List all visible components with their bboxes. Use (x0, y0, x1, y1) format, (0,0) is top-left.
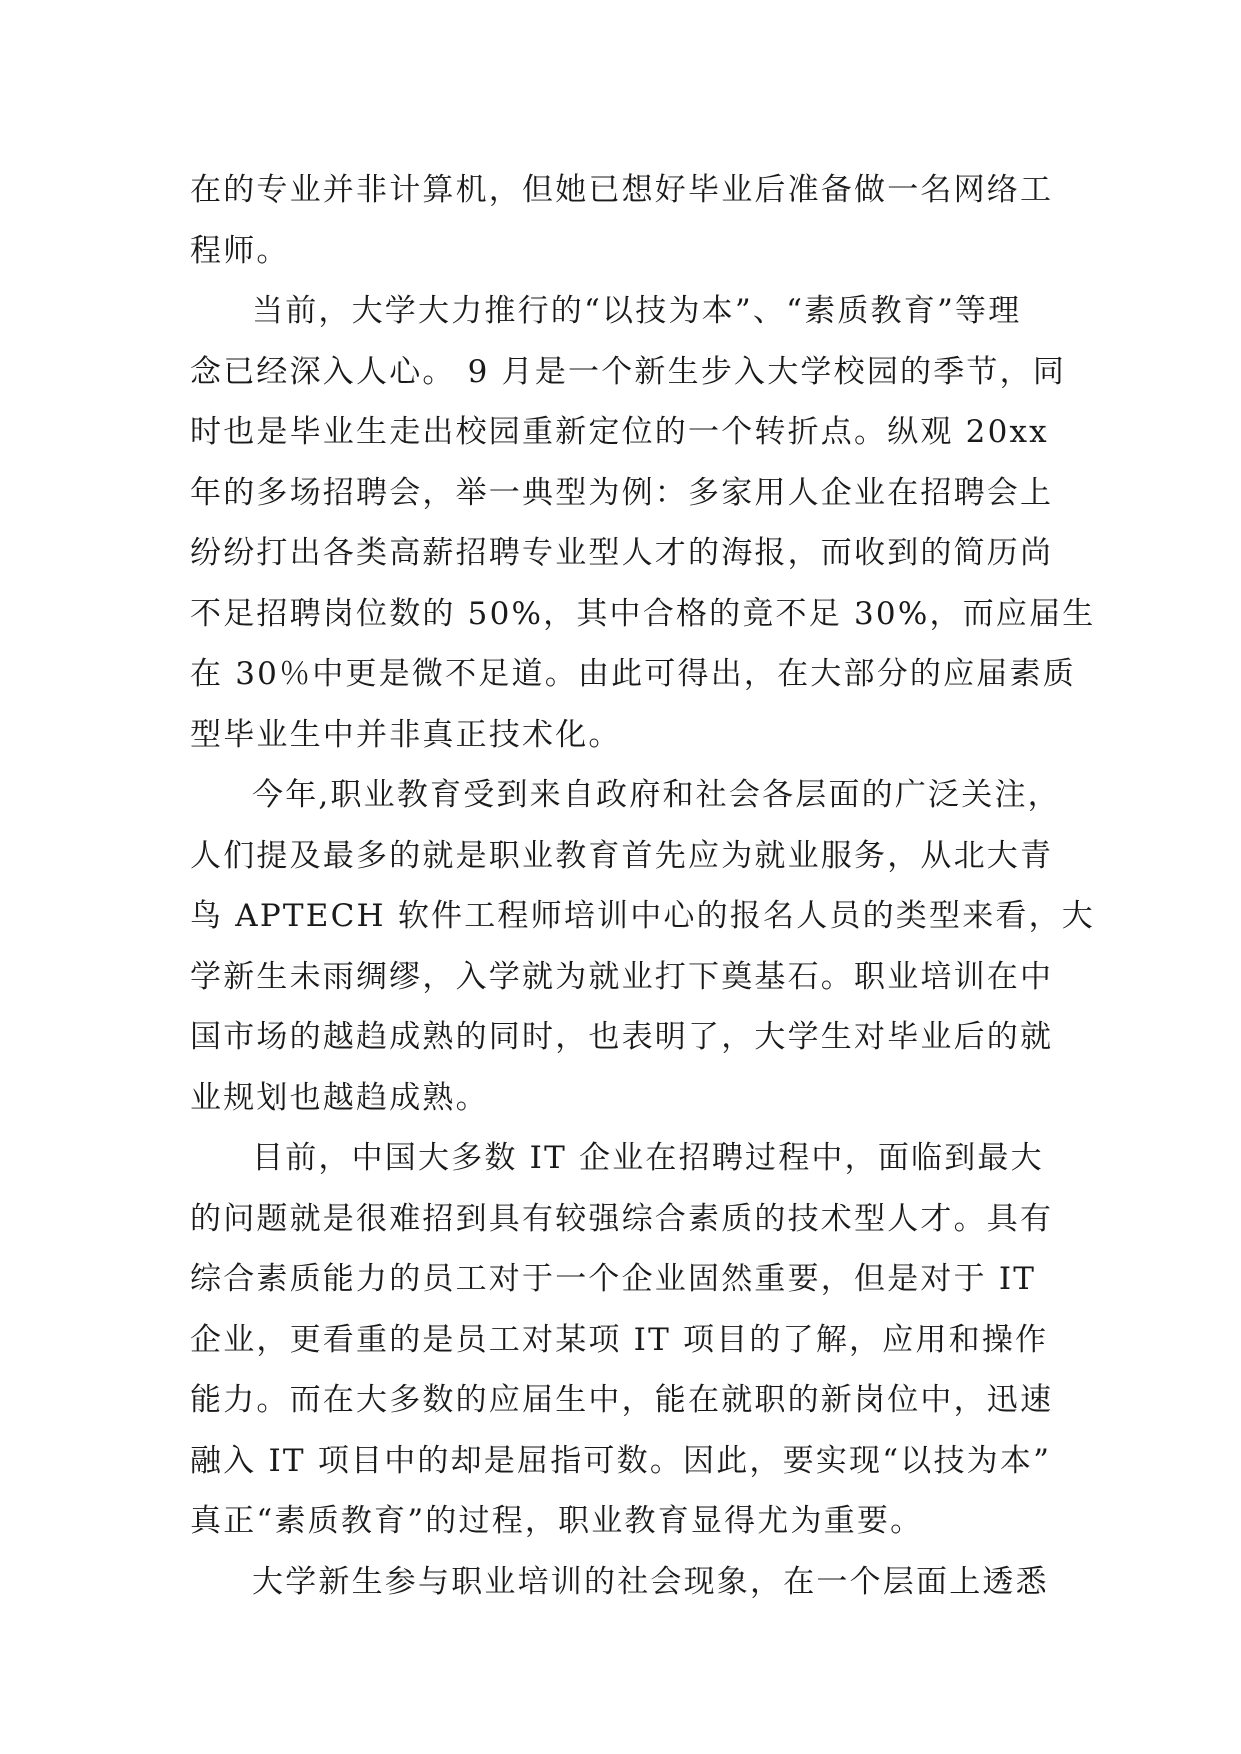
text-line: 当前，大学大力推行的“以技为本”、“素质教育”等理 (252, 293, 1022, 329)
text-line: 在 30％中更是微不足道。由此可得出，在大部分的应届素质 (190, 656, 1076, 692)
text-line: 的问题就是很难招到具有较强综合素质的技术型人才。具有 (190, 1200, 1054, 1237)
text-line: 真正“素质教育”的过程，职业教育显得尤为重要。 (190, 1503, 924, 1539)
text-line: 鸟 APTECH 软件工程师培训中心的报名人员的类型来看，大 (190, 898, 1096, 934)
text-line: 今年,职业教育受到来自政府和社会各层面的广泛关注， (252, 777, 1061, 813)
text-line: 企业，更看重的是员工对某项 IT 项目的了解，应用和操作 (190, 1321, 1049, 1358)
text-line: 在的专业并非计算机，但她已想好毕业后准备做一名网络工 (190, 172, 1054, 208)
text-line: 能力。而在大多数的应届生中，能在就职的新岗位中，迅速 (190, 1382, 1054, 1418)
text-line: 目前，中国大多数 IT 企业在招聘过程中，面临到最大 (252, 1140, 1044, 1176)
text-line: 念已经深入人心。 9 月是一个新生步入大学校园的季节，同 (190, 353, 1067, 390)
text-line: 国市场的越趋成熟的同时，也表明了，大学生对毕业后的就 (190, 1019, 1054, 1055)
paragraph-social-phenomenon (190, 1552, 1055, 1613)
paragraph-it-recruitment (190, 1128, 1055, 1552)
paragraph-vocational-education (190, 765, 1096, 1128)
text-line: 综合素质能力的员工对于一个企业固然重要，但是对于 IT (190, 1261, 1037, 1297)
text-line: 不足招聘岗位数的 50%，其中合格的竟不足 30%，而应届生 (190, 595, 1096, 632)
text-line: 人们提及最多的就是职业教育首先应为就业服务，从北大青 (190, 837, 1054, 874)
document-body (190, 160, 1096, 1612)
text-line: 学新生未雨绸缪，入学就为就业打下奠基石。职业培训在中 (190, 958, 1054, 995)
text-line: 时也是毕业生走出校园重新定位的一个转折点。纵观 20xx (190, 414, 1049, 450)
text-line: 年的多场招聘会，举一典型为例：多家用人企业在招聘会上 (190, 474, 1054, 511)
paragraph-current-trends (190, 281, 1096, 765)
text-line: 业规划也越趋成熟。 (190, 1079, 489, 1116)
text-line: 程师。 (190, 232, 290, 269)
text-line: 纷纷打出各类高薪招聘专业型人才的海报，而收到的简历尚 (190, 535, 1054, 571)
text-line: 大学新生参与职业培训的社会现象，在一个层面上透悉 (252, 1563, 1049, 1600)
text-line: 融入 IT 项目中的却是屈指可数。因此，要实现“以技为本” (190, 1442, 1052, 1479)
text-line: 型毕业生中并非真正技术化。 (190, 716, 622, 753)
paragraph-continued (190, 160, 1055, 281)
